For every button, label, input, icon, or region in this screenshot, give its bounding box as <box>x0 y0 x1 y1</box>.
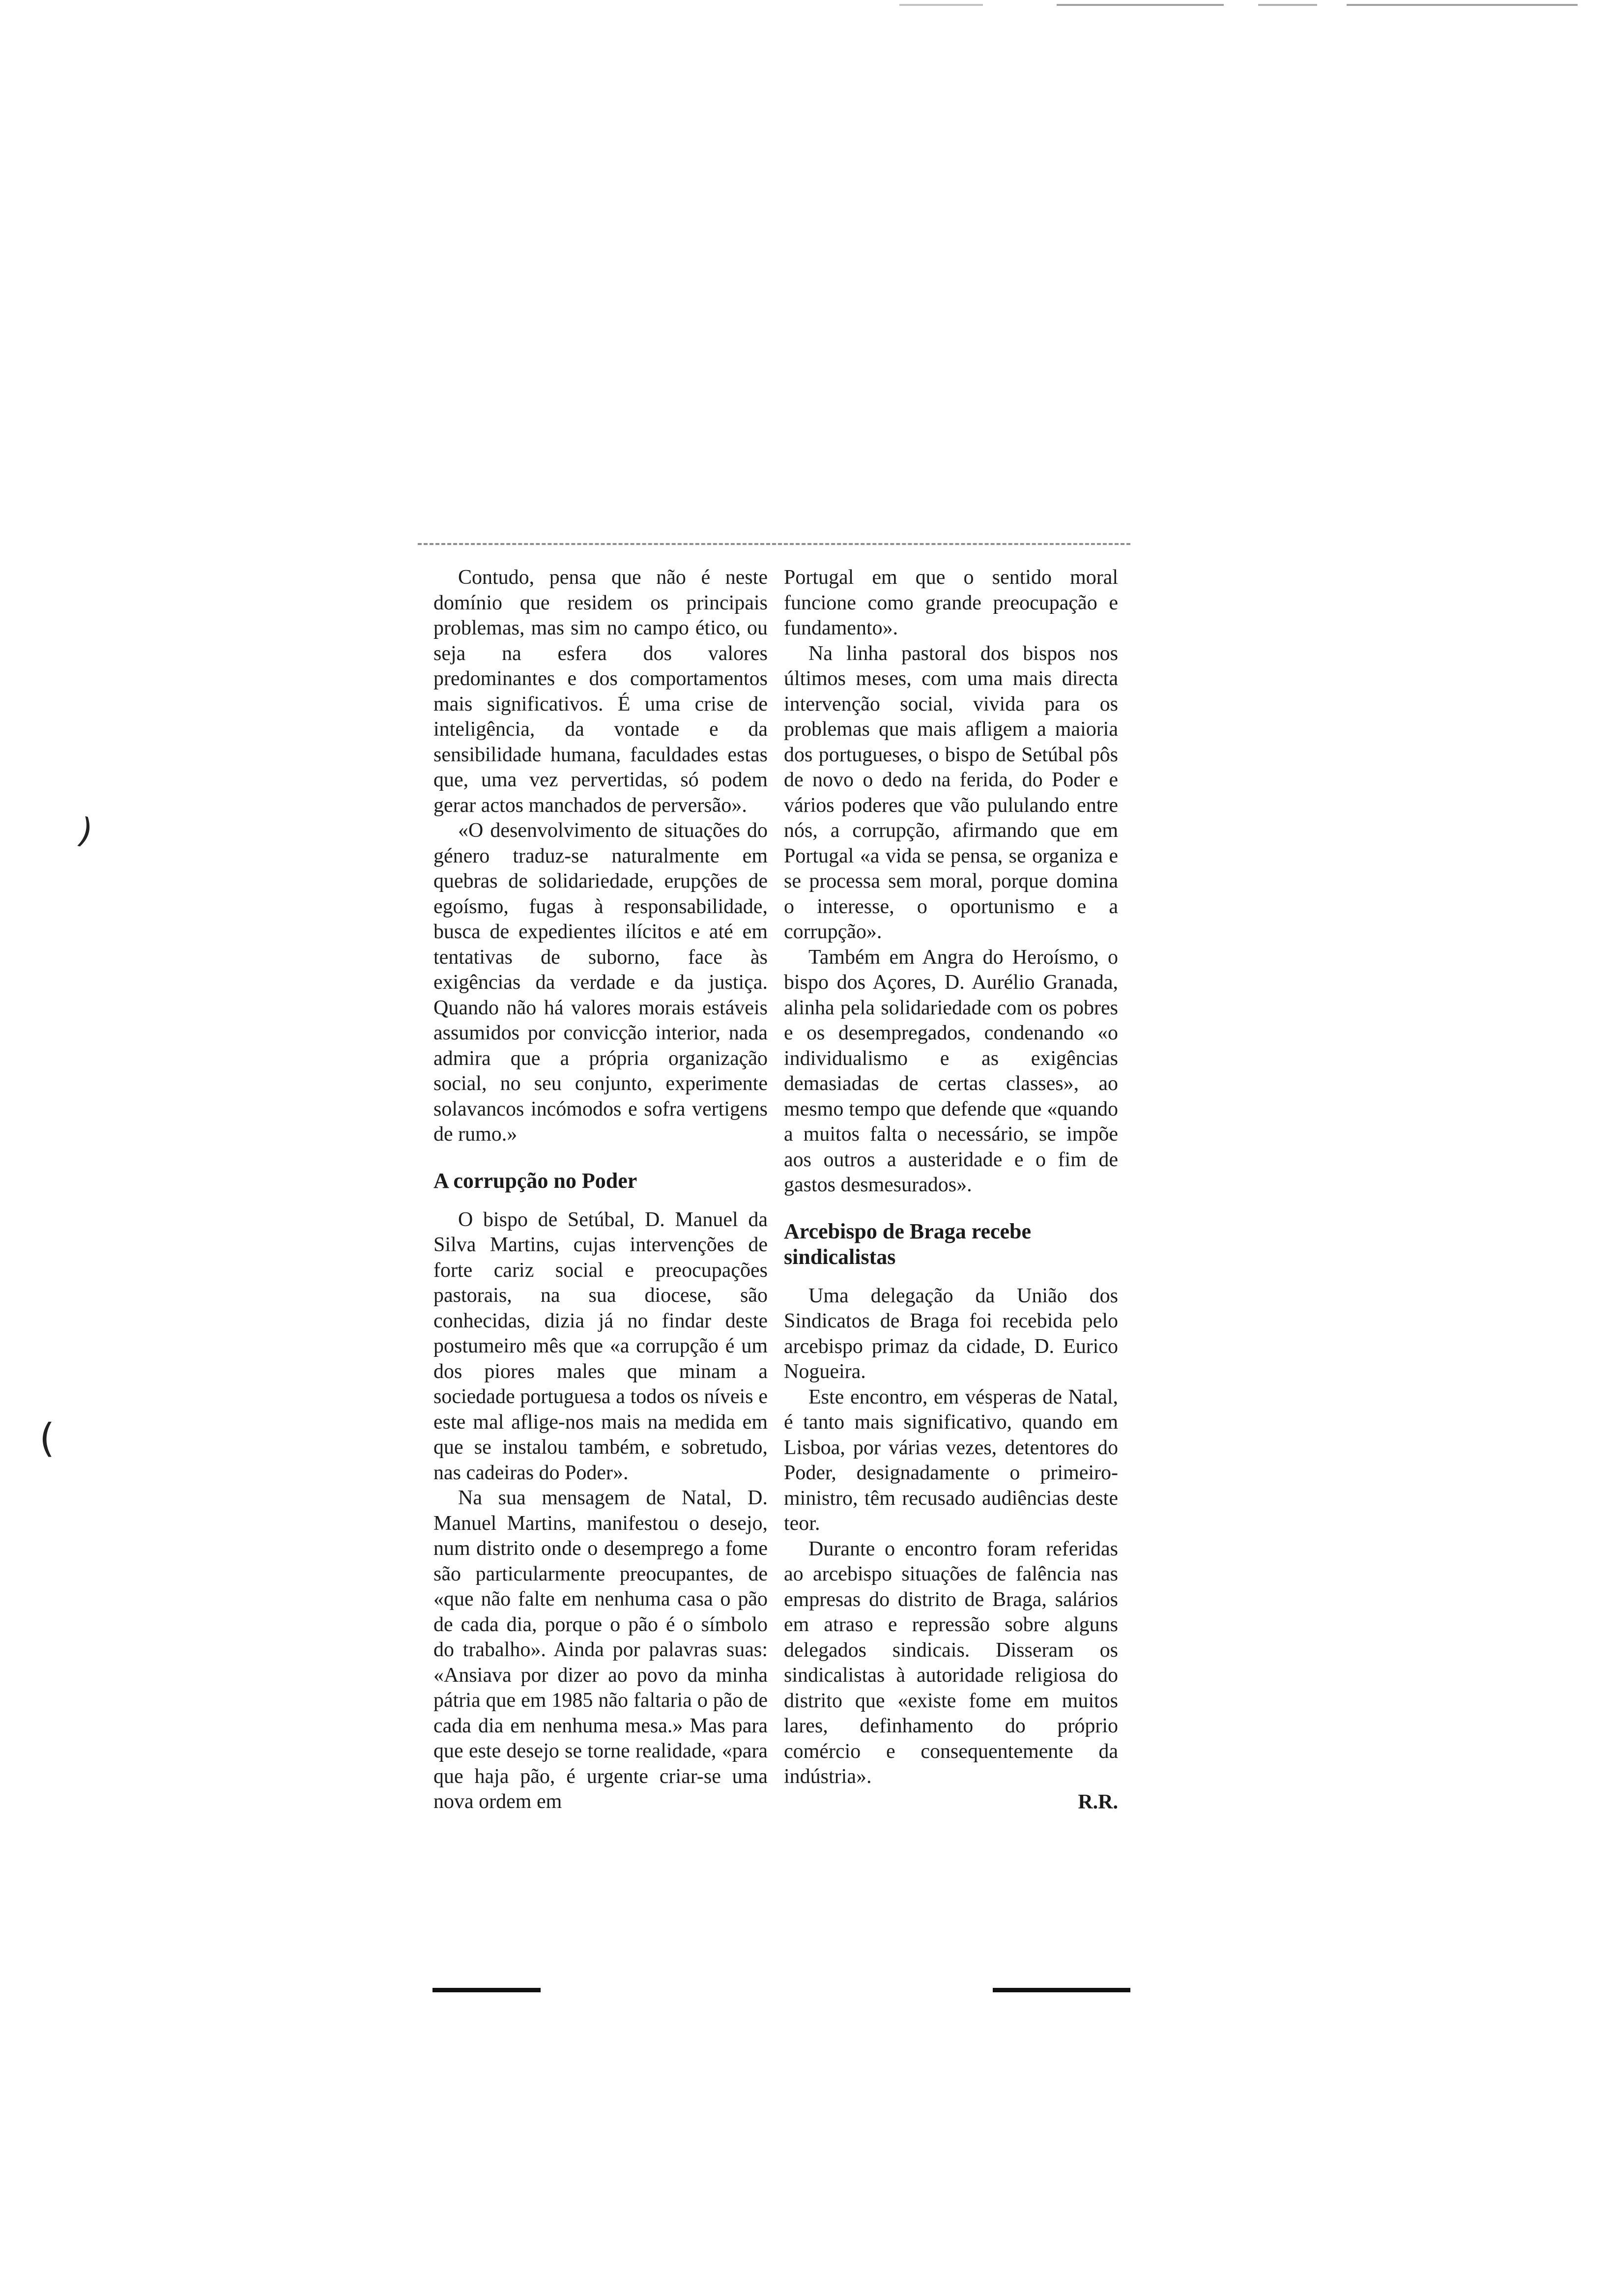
margin-mark-upper: ) <box>73 809 97 853</box>
newspaper-clipping <box>418 543 1130 1993</box>
paragraph: Na linha pastoral dos bispos nos últimos meses, com uma mais directa intervenção social, vivida para os problemas que mais afligem a maioria dos portugueses, o bispo de Setúbal pôs de novo o dedo na ferida, do Poder e vários poderes que vão pululando entre nós, a corrupção, afirmando que em Portugal «a vida se pensa, se organiza e se processa sem moral, porque domina o interesse, o oportunismo e a corrupção». <box>784 642 1118 943</box>
scan-top-rule-3 <box>1258 4 1317 6</box>
paragraph: Contudo, pensa que não é neste domínio que residem os principais problemas, mas sim no campo ético, ou seja na esfera dos valores predominantes e dos comportamentos mais significativos. É uma crise de inteligência, da vontade e da sensibilidade humana, faculdades estas que, uma vez pervertidas, só podem gerar actos manchados de perversão». <box>433 566 768 817</box>
scan-top-rule-1 <box>899 4 983 6</box>
paragraph: Durante o encontro foram referidas ao arcebispo situações de falência nas empresas do distrito de Braga, salários em atraso e repressão sobre alguns delegados sindicais. Disseram os sindicalistas à autoridade religiosa do distrito que «existe fome em muitos lares, definhamento do próprio comércio e consequentemente da indústria». <box>784 1537 1118 1788</box>
paragraph: Portugal em que o sentido moral funcione como grande preocupação e fundamento». <box>784 566 1118 639</box>
paragraph: O bispo de Setúbal, D. Manuel da Silva Martins, cujas intervenções de forte cariz social e preocupações pastorais, na sua diocese, são conhecidas, dizia já no findar deste postumeiro mês que «a corrupção é um dos piores males que minam a sociedade portuguesa a todos os níveis e este mal aflige-nos mais na medida em que se instalou também, e sobretudo, nas cadeiras do Poder». <box>433 1208 768 1484</box>
column-left <box>433 565 768 1815</box>
paragraph: Uma delegação da União dos Sindicatos de Braga foi recebida pelo arcebispo primaz da cidade, D. Eurico Nogueira. <box>784 1284 1118 1383</box>
author-signature: R.R. <box>1078 1790 1118 1813</box>
bottom-rule-left <box>432 1988 541 1992</box>
paragraph: Também em Angra do Heroísmo, o bispo dos Açores, D. Aurélio Granada, alinha pela solidariedade com os pobres e os desempregados, condenando «o individualismo e as exigências demasiadas de certas classes», ao mesmo tempo que defende que «quando a muitos falta o necessário, se impõe aos outros a austeridade e o fim de gastos desmesurados». <box>784 946 1118 1196</box>
paragraph: Este encontro, em vésperas de Natal, é tanto mais significativo, quando em Lisboa, por várias vezes, detentores do Poder, designadamente o primeiro-ministro, têm recusado audiências deste teor. <box>784 1385 1118 1535</box>
paragraph: «O desenvolvimento de situações do género traduz-se naturalmente em quebras de solidariedade, erupções de egoísmo, fugas à responsabilidade, busca de expedientes ilícitos e até em tentativas de suborno, face às exigências da verdade e da justiça. Quando não há valores morais estáveis assumidos por convicção interior, nada admira que a própria organização social, no seu conjunto, experimente solavancos incómodos e sofra vertigens de rumo.» <box>433 819 768 1146</box>
scan-top-rule-2 <box>1057 4 1224 6</box>
paragraph: Na sua mensagem de Natal, D. Manuel Martins, manifestou o desejo, num distrito onde o desemprego a fome são particularmente preocupantes, de «que não falte em nenhuma casa o pão de cada dia, porque o pão é o símbolo do trabalho». Ainda por palavras suas: «Ansiava por dizer ao povo da minha pátria que em 1985 não faltaria o pão de cada dia em nenhuma mesa.» Mas para que este desejo se torne realidade, «para que haja pão, é urgente criar-se uma nova ordem em <box>433 1487 768 1813</box>
bottom-rule-right <box>993 1988 1130 1992</box>
section-heading: Arcebispo de Braga recebe sindicalistas <box>784 1219 1032 1269</box>
column-right <box>784 565 1118 1815</box>
scan-top-rule-4 <box>1347 4 1578 6</box>
margin-mark-lower: ( <box>39 1415 55 1461</box>
section-heading: A corrupção no Poder <box>433 1168 637 1193</box>
clipping-torn-edge <box>418 543 1130 554</box>
